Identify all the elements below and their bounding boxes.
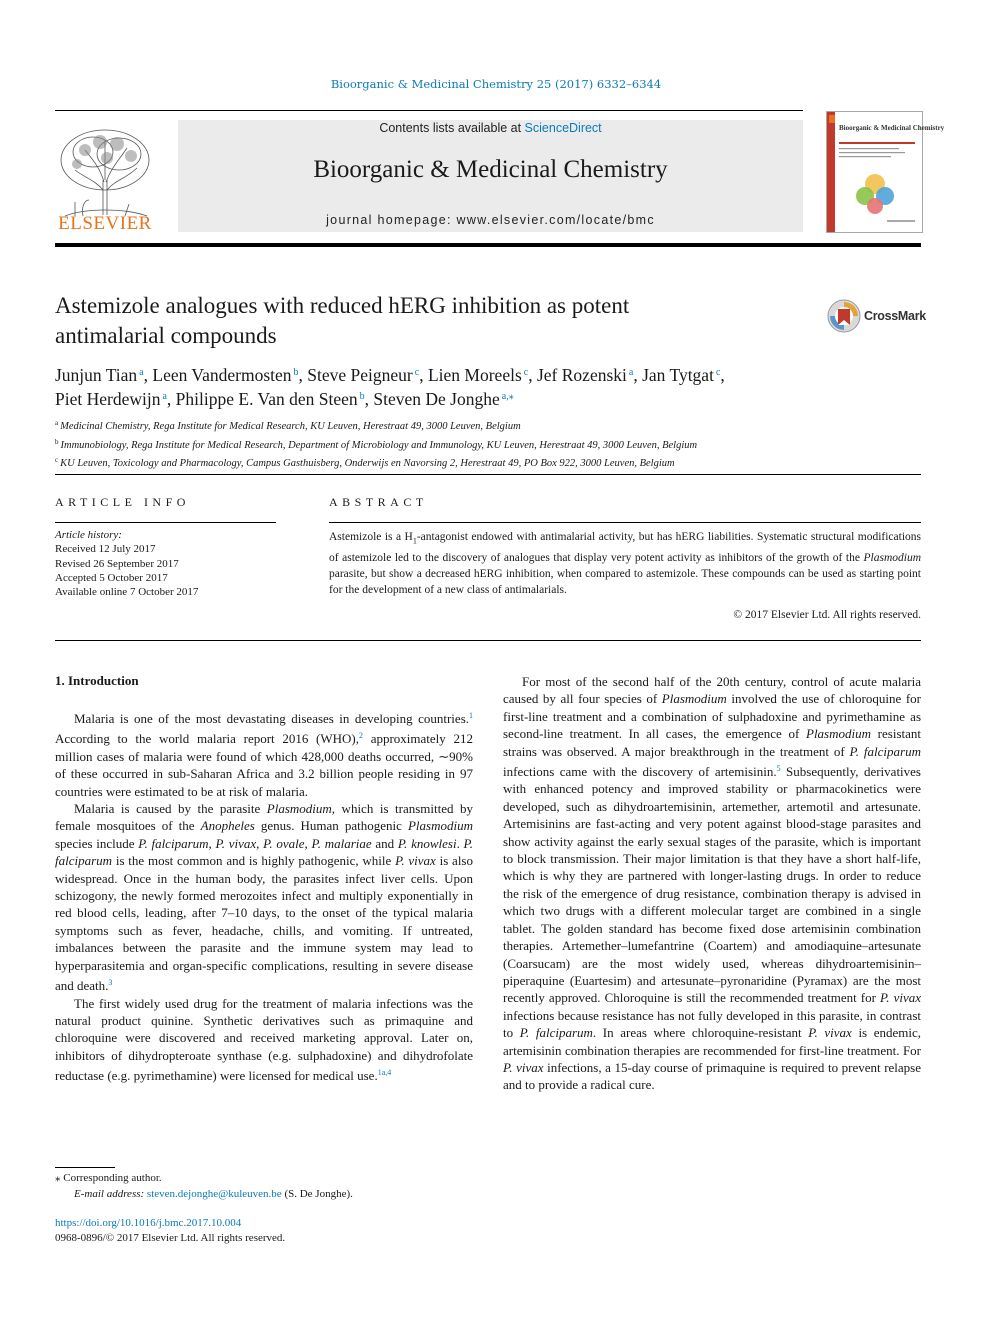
paragraph: For most of the second half of the 20th century, control of acute malaria caused by all four species of Plasmodium involved the use of chloroquine for first-line treatment and a combination of sulphadoxine and pyrimethamine as second-line treatment. In all cases, the emergence of Plasmodium resistant strains was observed. A major breakthrough in the treatment of P. falciparum infections came with the discovery of artemisinin.$^5$ Subsequently, derivatives with enhanced potency and improved stability or pharmacokinetics were developed, such as dihydroartemisinin, artemether, artemotil and artesunate. Artemisinins are fast-acting and very potent against blood-stage parasites and show activity against the early sexual stages of the parasite, which is important to block transmission. Their major limitation is that they have a short half-life, which is why they are partnered with longer-lasting drugs. In order to reduce the risk of the emergence of drug resistance, combination therapy is advised in which two drugs with a different molecular target are combined in a single tablet. The golden standard has become fixed dose artemisinin combination therapies. Artemether–lumefantrine (Coartem) and amodiaquine–artesunate (Coarsucam) are the most widely used, whereas dihydroartemisinin–piperaquine (Euartesim) and artesunate–pyronaridine (Pyramax) are the most recently approved. Chloroquine is still the recommended treatment for P. vivax infections because resistance has not fully developed in this parasite, in contrast to P. falciparum. In areas where chloroquine-resistant P. vivax is endemic, artemisinin combination therapies are recommended for first-line treatment. For P. vivax infections, a 15-day course of primaquine is required to prevent relapse and to provide a radical cure.	[503, 674, 922, 1093]
author-name[interactable]: Philippe E. Van den Steen	[175, 389, 358, 409]
history-received: Received 12 July 2017	[55, 543, 156, 556]
divider	[55, 522, 276, 523]
running-head[interactable]: Bioorganic & Medicinal Chemistry 25 (2017) 6332–6344	[330, 77, 662, 91]
doi-block	[55, 1216, 285, 1246]
divider	[55, 474, 921, 475]
paragraph: Malaria is one of the most devastating diseases in developing countries.$^1$ According to the world malaria report 2016 (WHO),$^2$ approximately 212 million cases of malaria were found of which 428,000 deaths occurred, ∼90% of these occurred in sub-Saharan Africa and 3.2 billion people residing in 97 countries were estimated to be at risk of malaria.	[55, 711, 473, 799]
author-affiliation-mark[interactable]: a	[162, 391, 167, 402]
affiliation-item: $^b$ Immunobiology, Rega Institute for Medical Research, Department of Microbiology and Immunology, KU Leuven, Herestraat 49, 3000 Leuven, Belgium	[55, 437, 698, 451]
header-rule	[55, 110, 803, 111]
affiliation-item: $^a$ Medicinal Chemistry, Rega Institute for Medical Research, KU Leuven, Herestraat 49, 3000 Leuven, Belgium	[55, 419, 521, 432]
footnote-rule	[55, 1167, 115, 1168]
affiliation-item: $^c$ KU Leuven, Toxicology and Pharmacology, Campus Gasthuisberg, Onderwijs en Navorsing 2, Herestraat 49, PO Box 922, 3000 Leuven, Belgium	[55, 456, 675, 469]
email-note: E-mail address: steven.dejonghe@kuleuven.be (S. De Jonghe).	[74, 1188, 353, 1200]
author-affiliation-mark[interactable]: a,⁎	[501, 391, 514, 402]
abstract-text: Astemizole is a $H_1$-antagonist endowed with antimalarial activity, but has hERG liabilities. Systematic structural modifications of astemizole led to the discovery of analogues that display very potent activity as inhibitors of the growth of the Plasmodium parasite, but show a decreased hERG inhibition, when compared to astemizole. These compounds can be used as starting point for the development of a new class of antimalarials.	[329, 531, 922, 596]
author-affiliation-mark[interactable]: b	[293, 367, 299, 378]
author-affiliation-mark[interactable]: b	[359, 391, 365, 402]
affiliations	[55, 416, 935, 472]
copyright-notice: © 2017 Elsevier Ltd. All rights reserved.	[733, 609, 921, 621]
paragraph: Malaria is caused by the parasite Plasmodium, which is transmitted by female mosquitoes of the Anopheles genus. Human pathogenic Plasmodium species include P. falciparum, P. vivax, P. ovale, P. malariae and P. knowlesi. P. falciparum is the most common and is highly pathogenic, while P. vivax is also widespread. Once in the human body, the parasites infect liver cells. Upon schizogony, the newly formed merozoites infect and multiply exponentially in red blood cells, leading, after 7–10 days, to the onset of the typical malaria symptoms such as fever, headache, chills, and vomiting. If untreated, imbalances between the parasite and the immune system may lead to hyperparasitemia and organ-specific complications, resulting in severe disease and death.$^3$	[55, 801, 474, 994]
cover-art	[827, 112, 945, 232]
doi-link[interactable]: https://doi.org/10.1016/j.bmc.2017.10.004	[55, 1217, 242, 1229]
citation-link[interactable]: 3	[108, 978, 113, 988]
citation-link[interactable]: 2	[359, 731, 364, 741]
sciencedirect-link[interactable]: ScienceDirect	[524, 121, 602, 135]
corresponding-author-note: ⁎ Corresponding author.	[55, 1172, 162, 1184]
history-title: Article history:	[55, 529, 122, 541]
author-affiliation-mark[interactable]: c	[414, 367, 420, 378]
footnotes	[55, 1170, 475, 1202]
author-list	[55, 362, 935, 410]
abstract-heading: ABSTRACT	[329, 495, 428, 509]
article-history	[55, 528, 276, 599]
history-online: Available online 7 October 2017	[55, 586, 199, 599]
author-line-2: Piet Herdewijn $^a$, Philippe E. Van den Steen $^b$, Steven De Jonghe $^{a,⁎}$	[55, 389, 514, 409]
author-name[interactable]: Lien Moreels	[427, 365, 522, 385]
body-column-left	[55, 707, 473, 1085]
author-affiliation-mark[interactable]: c	[523, 367, 529, 378]
title-line-2: antimalarial compounds	[55, 323, 277, 348]
author-name[interactable]: Jan Tytgat	[642, 365, 714, 385]
cover-title: Bioorganic & Medicinal Chemistry	[839, 124, 945, 132]
email-link[interactable]: steven.dejonghe@kuleuven.be	[146, 1188, 282, 1200]
title-line-1: Astemizole analogues with reduced hERG inhibition as potent	[55, 293, 630, 318]
article-title	[55, 291, 775, 351]
author-name[interactable]: Steven De Jonghe	[373, 389, 500, 409]
author-affiliation-mark[interactable]: a	[139, 367, 144, 378]
header-thick-rule	[55, 243, 921, 247]
paragraph: The first widely used drug for the treatment of malaria infections was the natural product quinine. Synthetic derivatives such as primaquine and chloroquine were discovered and received marketing approval. Later on, inhibitors of dihydropteroate synthase (e.g. sulphadoxine) and dihydrofolate reductase (e.g. pyrimethamine) were licensed for medical use.$^{1a,4}$	[55, 995, 473, 1084]
author-line-1: Junjun Tian $^a$, Leen Vandermosten $^b$, Steve Peigneur $^c$, Lien Moreels $^c$, Jef Rozenski $^a$, Jan Tytgat $^c$,	[55, 365, 725, 385]
history-accepted: Accepted 5 October 2017	[55, 571, 168, 584]
divider	[55, 640, 921, 641]
author-name[interactable]: Jef Rozenski	[536, 365, 627, 385]
author-name[interactable]: Steve Peigneur	[307, 365, 413, 385]
author-name[interactable]: Junjun Tian	[55, 365, 138, 385]
body-column-right	[503, 673, 921, 1094]
citation-link[interactable]: 1a,4	[377, 1068, 392, 1078]
journal-homepage[interactable]: journal homepage: www.elsevier.com/locate/bmc	[326, 213, 655, 227]
journal-title: Bioorganic & Medicinal Chemistry	[313, 156, 668, 183]
contents-line: Contents lists available at ScienceDirect	[379, 121, 602, 135]
journal-cover-image[interactable]	[826, 111, 945, 233]
article-info-heading: ARTICLE INFO	[55, 495, 190, 509]
citation-link[interactable]: 1	[469, 711, 473, 720]
citation-link[interactable]: 5	[776, 764, 781, 774]
author-affiliation-mark[interactable]: a	[628, 367, 634, 378]
author-name[interactable]: Piet Herdewijn	[55, 389, 161, 409]
publisher-wordmark: ELSEVIER	[58, 213, 152, 234]
author-name[interactable]: Leen Vandermosten	[152, 365, 292, 385]
section-heading: 1. Introduction	[55, 673, 139, 688]
divider	[329, 522, 921, 523]
issn-line: 0968-0896/© 2017 Elsevier Ltd. All rights reserved.	[55, 1232, 286, 1244]
crossmark-label[interactable]: CrossMark	[864, 309, 926, 323]
author-affiliation-mark[interactable]: c	[715, 367, 721, 378]
history-revised: Revised 26 September 2017	[55, 557, 179, 570]
